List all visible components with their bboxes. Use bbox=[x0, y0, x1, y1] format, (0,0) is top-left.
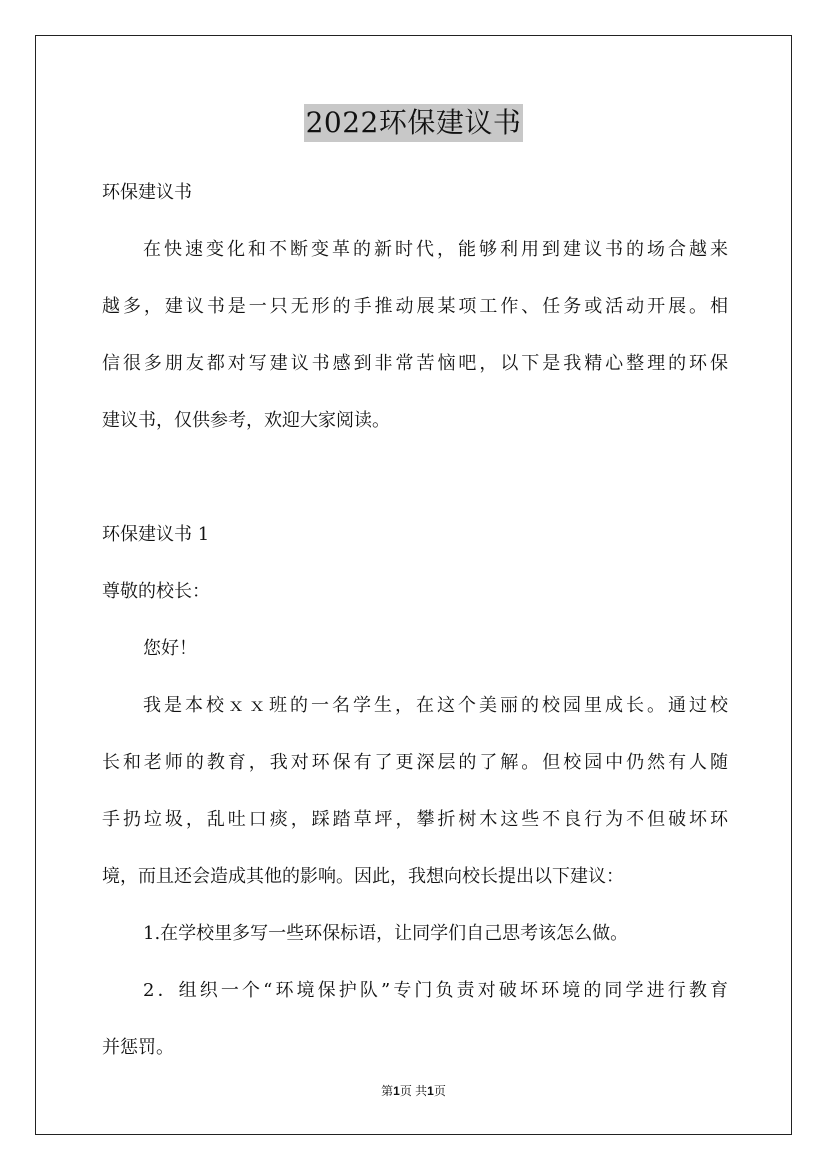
letter-title: 环保建议书 1 bbox=[102, 524, 210, 545]
suggestion-item: 1.在学校里多写一些环保标语，让同学们自己思考该怎么做。 bbox=[143, 923, 629, 944]
blank-line bbox=[102, 455, 728, 512]
page-footer bbox=[0, 1082, 827, 1099]
intro-line: 越多，建议书是一只无形的手推动展某项工作、任务或活动开展。相 bbox=[102, 296, 728, 317]
page-number-total: 1 bbox=[427, 1084, 434, 1098]
document-title: 2022环保建议书 bbox=[304, 104, 524, 142]
section-heading: 环保建议书 bbox=[102, 182, 192, 203]
suggestion-item-continued: 并惩罚。 bbox=[102, 1037, 174, 1058]
intro-line: 在快速变化和不断变革的新时代，能够利用到建议书的场合越来 bbox=[143, 239, 728, 260]
page-number-prefix: 第 bbox=[381, 1084, 394, 1098]
page-number-mid: 页 共 bbox=[399, 1084, 428, 1098]
page-number-suffix: 页 bbox=[433, 1084, 446, 1098]
intro-line: 建议书，仅供参考，欢迎大家阅读。 bbox=[102, 410, 390, 431]
document-body bbox=[102, 170, 728, 1082]
page-number-current: 1 bbox=[393, 1084, 400, 1098]
suggestion-item: 2．组织一个“环境保护队”专门负责对破坏环境的同学进行教育 bbox=[143, 980, 728, 1001]
title-container bbox=[0, 104, 827, 142]
intro-line: 信很多朋友都对写建议书感到非常苦恼吧，以下是我精心整理的环保 bbox=[102, 353, 728, 374]
body-line: 手扔垃圾，乱吐口痰，踩踏草坪，攀折树木这些不良行为不但破坏环 bbox=[102, 809, 728, 830]
body-line: 长和老师的教育，我对环保有了更深层的了解。但校园中仍然有人随 bbox=[102, 752, 728, 773]
greeting: 您好！ bbox=[143, 638, 197, 659]
body-line: 境，而且还会造成其他的影响。因此，我想向校长提出以下建议： bbox=[102, 866, 624, 887]
salutation: 尊敬的校长： bbox=[102, 581, 210, 602]
body-line: 我是本校ｘｘ班的一名学生，在这个美丽的校园里成长。通过校 bbox=[143, 695, 728, 716]
